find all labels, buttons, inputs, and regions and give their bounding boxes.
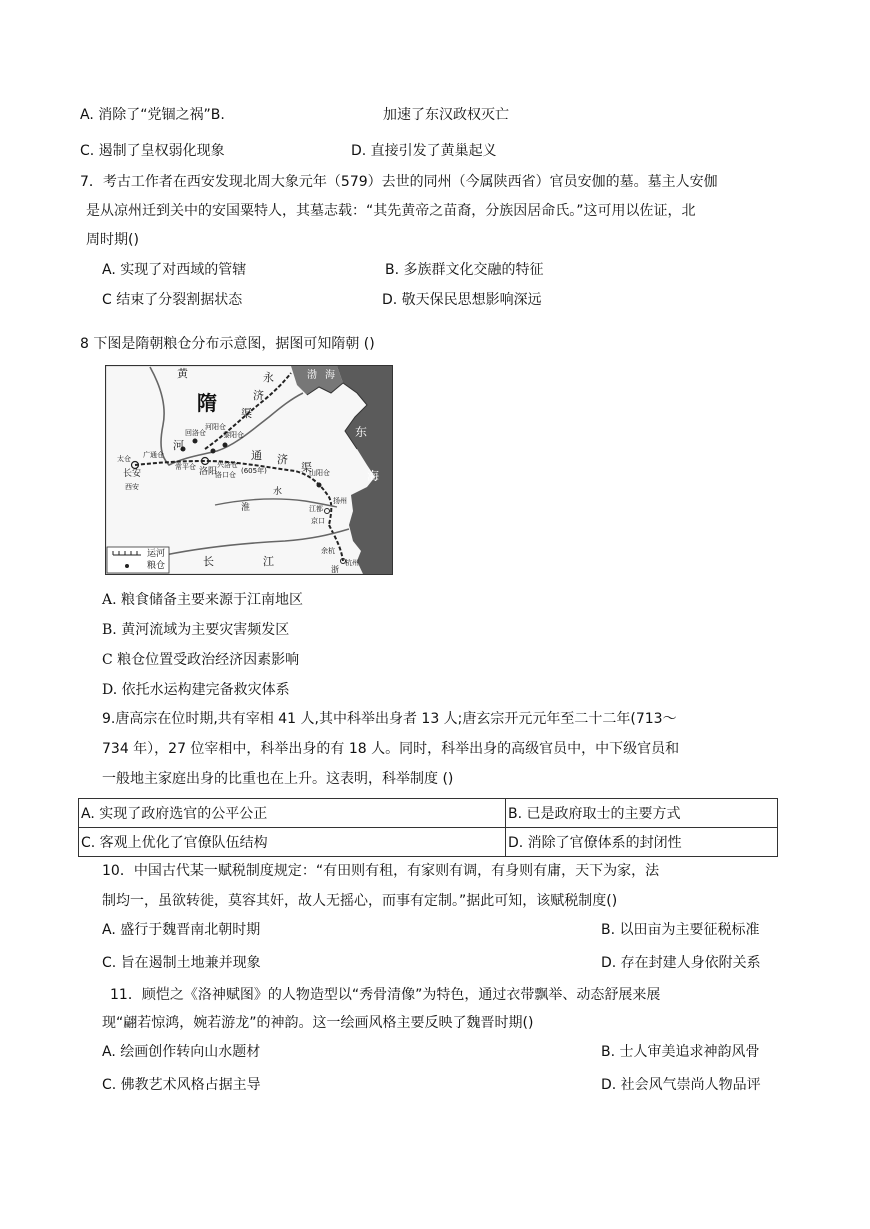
q7-stem-line2: 是从凉州迁到关中的安国粟特人，其墓志载：“其先黄帝之苗裔，分族因居命氏。”这可用以佐证，北: [86, 203, 696, 219]
q7-option-a: A. 实现了对西域的管辖: [102, 262, 247, 278]
q9-option-b: B. 已是政府取士的主要方式: [506, 799, 778, 828]
q6-option-c: C. 遏制了皇权弱化现象: [80, 143, 225, 159]
q7-stem-line3: 周时期(): [86, 232, 139, 248]
q11-option-c: C. 佛教艺术风格占据主导: [102, 1077, 261, 1093]
q11-option-d: D. 社会风气崇尚人物品评: [601, 1077, 761, 1093]
q9-options-table: [78, 798, 778, 857]
granary-marker: [193, 439, 198, 444]
map-label: 浙: [331, 565, 339, 574]
map-label: 渠: [241, 407, 252, 420]
sui-granary-map: [105, 365, 393, 575]
q7-option-c: C 结束了分裂割据状态: [102, 292, 243, 308]
q9-stem-line2: 734 年），27 位宰相中，科举出身的有 18 人。同时，科举出身的高级官员中，中下级官员和: [102, 741, 680, 757]
map-label: 水: [273, 487, 283, 497]
map-label: 广通仓: [143, 451, 164, 459]
q8-option-b: B. 黄河流域为主要灾害频发区: [102, 622, 290, 638]
q11-option-a: A. 绘画创作转向山水题材: [102, 1044, 261, 1060]
map-label: 海: [367, 469, 380, 483]
map-label: 海: [325, 370, 335, 381]
map-label: 江: [263, 555, 274, 568]
map-label: 京口: [311, 517, 325, 525]
q9-stem-line3: 一般地主家庭出身的比重也在上升。这表明，科举制度 (): [102, 771, 454, 787]
map-label: 长安: [123, 469, 142, 479]
q10-stem-line2: 制均一，虽欲转徙，莫容其奸，故人无摇心，而事有定制。”据此可知，该赋税制度(): [102, 893, 618, 909]
granary-marker: [223, 443, 228, 448]
map-label: 洛口仓: [215, 471, 236, 479]
q10-option-b: B. 以田亩为主要征税标准: [601, 922, 760, 938]
map-label: (605年): [241, 467, 267, 475]
q7-option-b: B. 多族群文化交融的特征: [385, 262, 544, 278]
q10-option-d: D. 存在封建人身依附关系: [601, 955, 761, 971]
q10-stem-line1: 10．中国古代某一赋税制度规定：“有田则有租，有家则有调，有身则有庸，天下为家，法: [102, 863, 660, 879]
q6-option-a: A. 消除了“党锢之祸”B.: [80, 107, 225, 123]
map-label: 永: [263, 371, 274, 384]
map-label: 长: [203, 555, 214, 568]
q7-option-d: D. 敬天保民思想影响深远: [382, 292, 542, 308]
map-label: 东: [355, 425, 368, 439]
map-label: 黄: [177, 367, 188, 380]
q9-stem-line1: 9.唐高宗在位时期,共有宰相 41 人,其中科举出身者 13 人;唐玄宗开元元年至二十二年(713～: [102, 711, 677, 727]
map-label: 洛阳: [199, 467, 218, 477]
map-label: 江都: [309, 505, 323, 513]
granary-legend-symbol: [125, 564, 129, 568]
map-label: 渠: [301, 461, 312, 474]
map-label: 淮: [241, 503, 251, 513]
map-label: 山阳仓: [309, 469, 330, 477]
q8-option-d: D. 依托水运构建完备救灾体系: [102, 682, 290, 698]
map-label: 济: [277, 453, 288, 466]
q11-stem-line1: 11．顾恺之《洛神赋图》的人物造型以“秀骨清像”为特色，通过衣带飘举、动态舒展来展: [110, 987, 661, 1003]
q10-option-c: C. 旨在遏制土地兼并现象: [102, 955, 261, 971]
map-label: 西安: [125, 483, 139, 491]
q7-stem-line1: 7．考古工作者在西安发现北周大象元年（579）去世的同州（今属陕西省）官员安伽的墓。墓主人安伽: [80, 174, 718, 190]
map-label: 渤: [307, 370, 317, 381]
map-label: 黎阳仓: [223, 431, 244, 439]
map-label: 余杭: [321, 547, 335, 555]
map-label: 常平仓: [175, 463, 196, 471]
granary-marker: [211, 449, 216, 454]
q8-stem: 8 下图是隋朝粮仓分布示意图，据图可知隋朝 (): [80, 336, 375, 352]
map-label: 河阳仓: [205, 423, 226, 431]
map-label: 通: [251, 449, 262, 462]
q9-option-a: A. 实现了政府选官的公平公正: [79, 799, 506, 828]
q9-option-c: C. 客观上优化了官僚队伍结构: [79, 828, 506, 857]
q8-option-c: C 粮仓位置受政治经济因素影响: [102, 652, 300, 668]
legend-label-canal: 运河: [147, 549, 166, 559]
map-label: 太仓: [117, 455, 131, 463]
map-label: 扬州: [333, 497, 347, 505]
map-label: 回洛仓: [185, 429, 206, 437]
map-label: 济: [253, 389, 264, 402]
q8-option-a: A. 粮食储备主要来源于江南地区: [102, 592, 304, 608]
map-label: 杭州: [345, 559, 359, 567]
q11-option-b: B. 士人审美追求神韵风骨: [601, 1044, 760, 1060]
map-label: 河: [173, 439, 184, 452]
q6-option-b: 加速了东汉政权灭亡: [383, 107, 509, 123]
legend-label-granary: 粮仓: [147, 561, 166, 571]
q10-option-a: A. 盛行于魏晋南北朝时期: [102, 922, 261, 938]
q6-option-d: D. 直接引发了黄巢起义: [351, 143, 497, 159]
q9-option-d: D. 消除了官僚体系的封闭性: [506, 828, 778, 857]
granary-marker: [317, 483, 322, 488]
q11-stem-line2: 现“翩若惊鸿，婉若游龙”的神韵。这一绘画风格主要反映了魏晋时期(): [102, 1015, 534, 1031]
map-label: 兴洛仓: [217, 461, 238, 469]
map-label-sui: 隋: [197, 391, 217, 415]
